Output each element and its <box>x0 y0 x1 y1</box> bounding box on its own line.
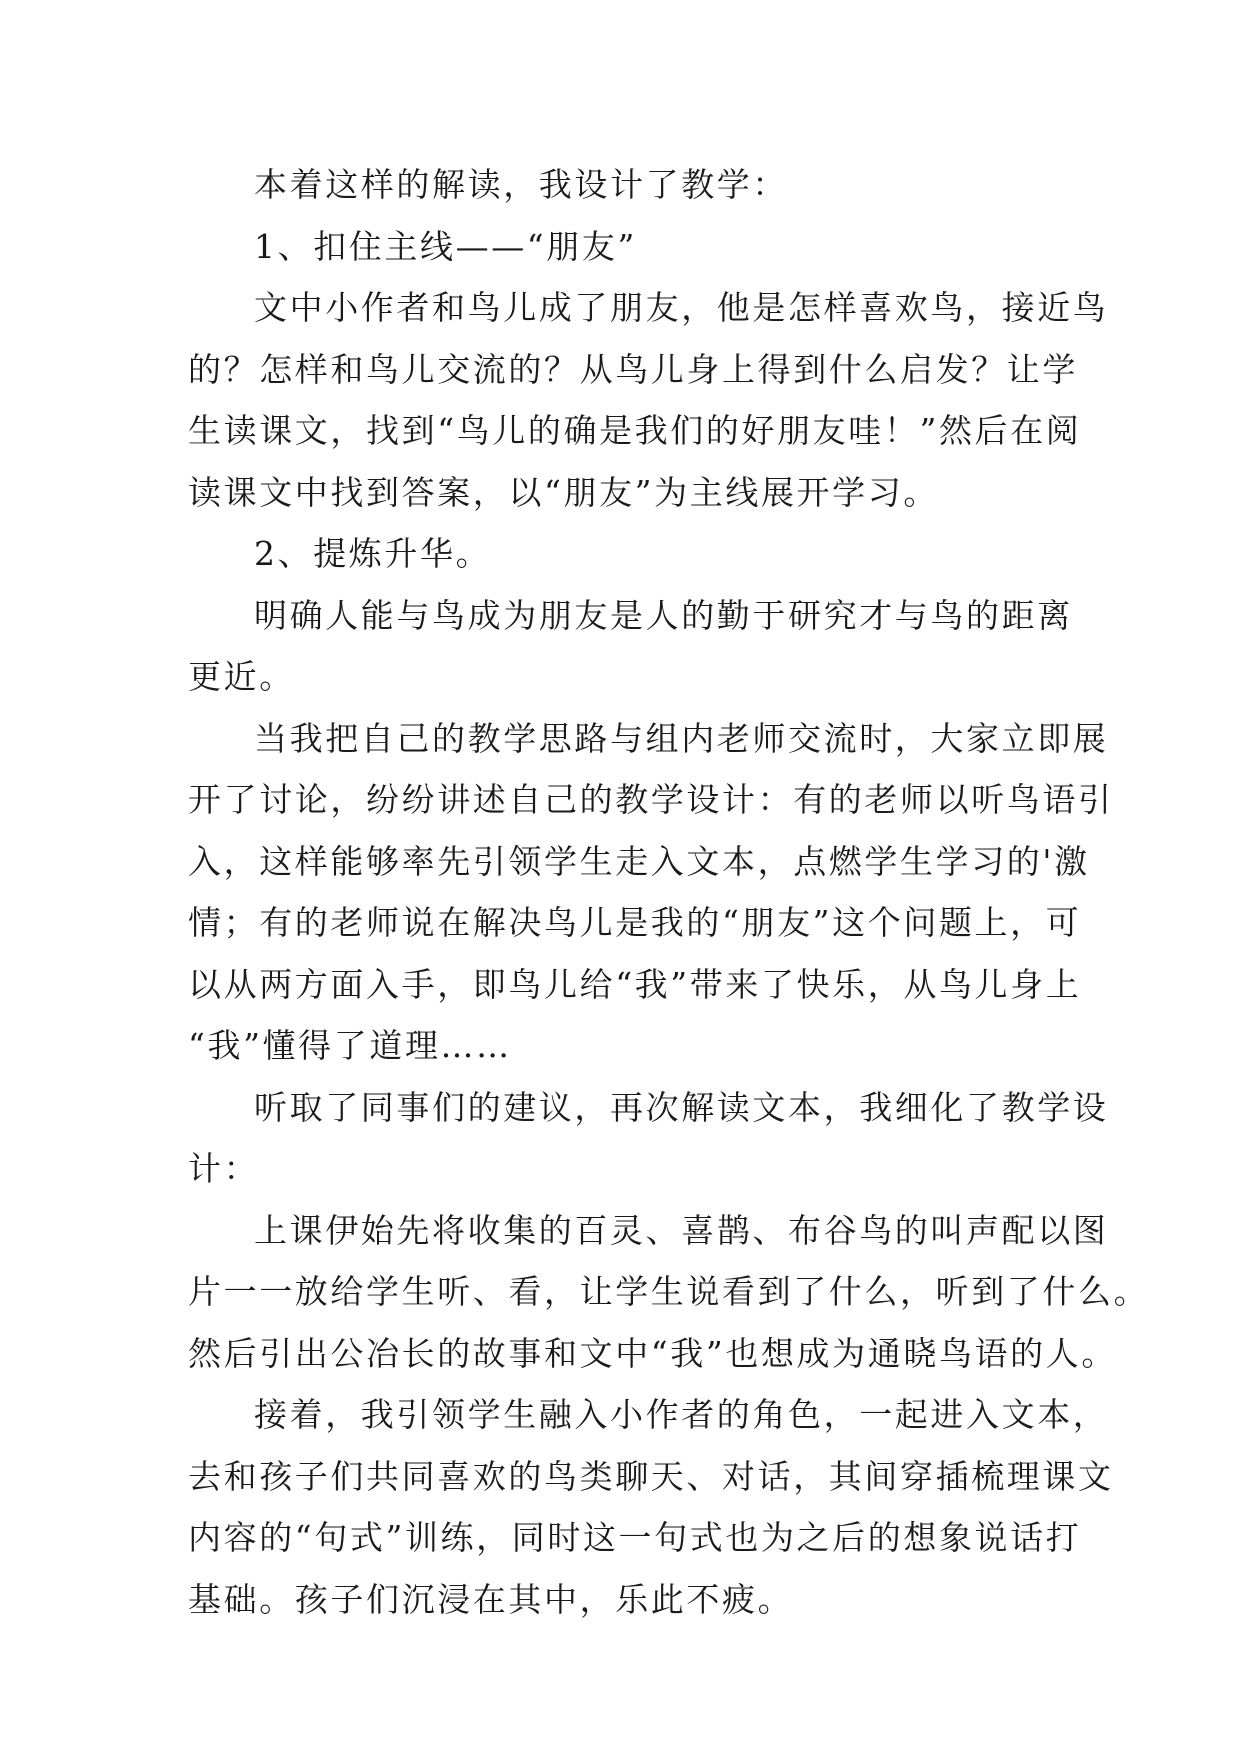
document-body <box>188 154 1150 1630</box>
text-line: 当我把自己的教学思路与组内老师交流时，大家立即展 <box>254 718 1109 758</box>
text-line: 听取了同事们的建议，再次解读文本，我细化了教学设 <box>254 1087 1109 1127</box>
text-line: 情；有的老师说在解决鸟儿是我的“朋友”这个问题上，可 <box>188 903 1082 942</box>
text-line: “我”懂得了道理…… <box>188 1026 512 1065</box>
text-line: 上课伊始先将收集的百灵、喜鹊、布谷鸟的叫声配以图 <box>254 1210 1109 1250</box>
text-line: 接着，我引领学生融入小作者的角色，一起进入文本， <box>254 1395 1109 1434</box>
text-line: 去和孩子们共同喜欢的鸟类聊天、对话，其间穿插梳理课文 <box>188 1456 1114 1496</box>
text-line: 1、扣住主线——“朋友” <box>254 226 637 266</box>
text-line: 读课文中找到答案，以“朋友”为主线展开学习。 <box>188 472 939 512</box>
text-line: 内容的“句式”训练，同时这一句式也为之后的想象说话打 <box>188 1518 1082 1557</box>
text-line: 明确人能与鸟成为朋友是人的勤于研究才与鸟的距离 <box>254 595 1073 635</box>
text-line: 然后引出公冶长的故事和文中“我”也想成为通晓鸟语的人。 <box>188 1333 1117 1373</box>
text-line: 文中小作者和鸟儿成了朋友，他是怎样喜欢鸟，接近鸟 <box>254 288 1109 327</box>
text-line: 开了讨论，纷纷讲述自己的教学设计：有的老师以听鸟语引 <box>188 780 1114 819</box>
text-line: 的？怎样和鸟儿交流的？从鸟儿身上得到什么启发？让学 <box>188 349 1078 389</box>
text-line: 生读课文，找到“鸟儿的确是我们的好朋友哇！”然后在阅 <box>188 411 1082 450</box>
text-line: 入，这样能够率先引领学生走入文本，点燃学生学习的'激 <box>188 841 1090 881</box>
text-line: 以从两方面入手，即鸟儿给“我”带来了快乐，从鸟儿身上 <box>188 964 1082 1004</box>
text-line: 更近。 <box>188 657 295 696</box>
text-line: 计： <box>188 1149 260 1188</box>
text-line: 本着这样的解读，我设计了教学： <box>254 165 788 204</box>
text-line: 基础。孩子们沉浸在其中，乐此不疲。 <box>188 1579 794 1619</box>
text-line: 片一一放给学生听、看，让学生说看到了什么，听到了什么。 <box>188 1272 1150 1311</box>
text-line: 2、提炼升华。 <box>254 534 492 573</box>
